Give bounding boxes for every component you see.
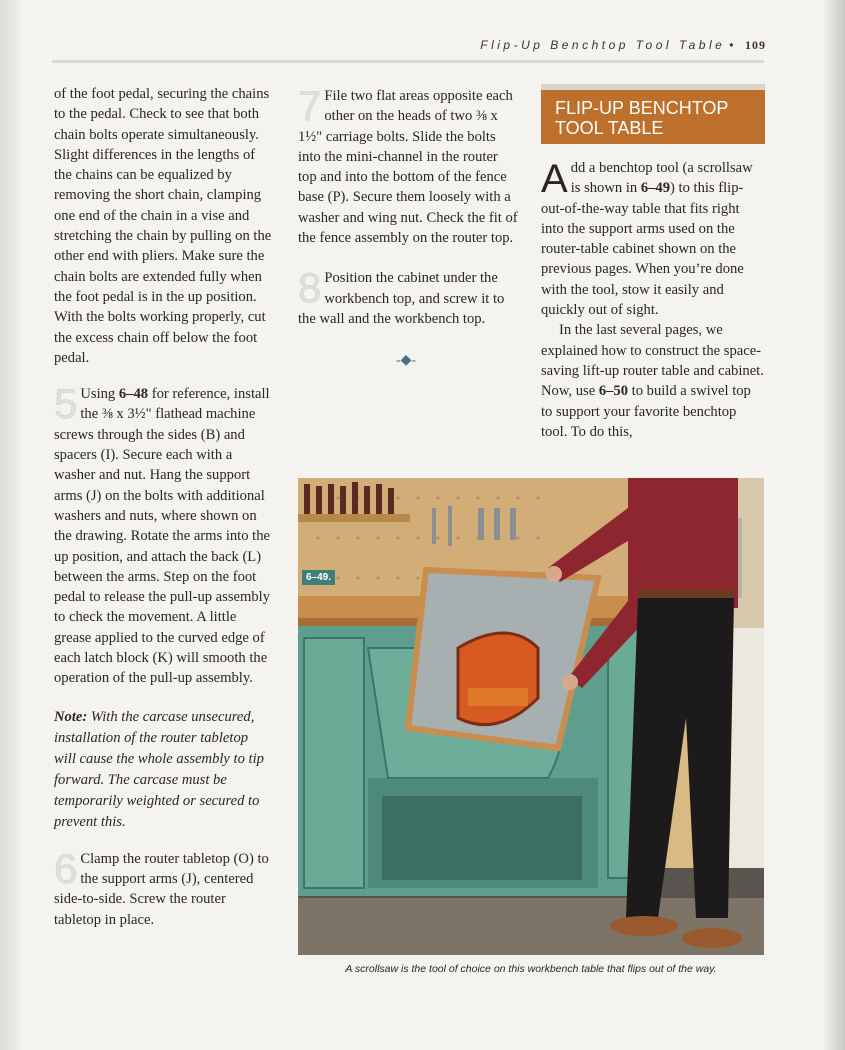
step-6 — [54, 844, 272, 930]
step-text: for reference, install the ⅜ x 3½" flathead machine screws through the sides (B) and spacers (I). Secure each with a washer and nut. Hang the support arms (J) on the bolts with additional washers and nuts, where shown on the drawing. Rotate the arms into the up position, and attach the back (L) between the arms. Step on the foot pedal to release the pull-up assembly to check the movement. A little grease applied to the curved edge of each latch block (K) will smooth the operation of the pull-up assembly. — [54, 386, 271, 687]
step-text: File two flat areas opposite each other on the heads of two ⅜ x 1½" carriage bolts. Slide the bolts into the mini-channel in the router top and into the bottom of the fence base (P). Secure them loosely with a washer and wing nut. Check the fit of the fence assembly on the router top. — [298, 88, 518, 247]
section-title-line-2: TOOL TABLE — [555, 118, 664, 138]
step-text: Position the cabinet under the workbench top, and screw it to the wall and the workbench top. — [298, 270, 505, 327]
figure-caption: A scrollsaw is the tool of choice on this workbench table that flips out of the way. — [345, 963, 717, 975]
section-end-ornament: -◆- — [396, 353, 417, 368]
step-7 — [298, 82, 520, 248]
page-edge-shadow — [823, 0, 845, 1050]
step-text: Using — [80, 386, 119, 403]
page-gutter-shadow — [0, 0, 22, 1050]
body-text: to build a swivel top to support your favorite benchtop tool. To do this, — [541, 383, 751, 440]
intro-paragraph — [541, 158, 765, 320]
figure-reference: 6–49 — [640, 180, 671, 197]
drop-cap: A — [541, 157, 568, 201]
workshop-photo-illustration — [298, 478, 764, 955]
note-label: Note: — [54, 708, 88, 725]
continued-paragraph: of the foot pedal, securing the chains to the pedal. Check to see that both chain bolts operate simultaneously. Slight differences in the lengths of the chains can be equalized by removing the short chain, clamping one end of the chain in a vise and stretching the chain by pulling on the other end with pliers. Make sure the chain bolts are extended fully when the foot pedal is in the up position. With the bolts working properly, cut the excess chain off below the foot pedal. — [54, 86, 272, 366]
figure-reference: 6–48 — [118, 386, 149, 403]
step-number: 6 — [54, 844, 78, 892]
header-rule — [52, 60, 764, 63]
figure-label: 6–49. — [302, 570, 335, 585]
section-title-line-1: FLIP-UP BENCHTOP — [555, 98, 729, 118]
column-left — [54, 84, 272, 930]
step-number: 5 — [54, 380, 78, 428]
intro-text: dd a benchtop tool (a scrollsaw is shown in — [570, 160, 753, 197]
note — [54, 707, 272, 833]
step-number: 7 — [298, 82, 322, 129]
column-right — [541, 84, 765, 442]
header-separator: • — [729, 38, 737, 52]
page-number: 109 — [745, 38, 766, 52]
running-header — [56, 38, 766, 53]
step-number: 8 — [298, 264, 322, 312]
body-paragraph — [541, 320, 765, 442]
header-title: Flip-Up Benchtop Tool Table — [480, 38, 726, 52]
intro-text: ) to this flip-out-of-the-way table that fits right into the support arms used on the router-table cabinet shown on the previous pages. When you’re done with the tool, stow it easily and quickly out of sight. — [541, 180, 744, 319]
note-text: With the carcase unsecured, installation of the router tabletop will cause the whole assembly to tip forward. The carcase must be temporarily weighted or secured to prevent this. — [54, 708, 264, 830]
section-title-box — [541, 84, 765, 144]
column-middle — [298, 84, 520, 329]
step-text: Clamp the router tabletop (O) to the support arms (J), centered side-to-side. Screw the router tabletop in place. — [54, 850, 269, 928]
body-text: In the last several pages, we explained how to construct the space-saving lift-up router table and cabinet. Now, use — [541, 322, 764, 400]
figure-reference: 6–50 — [598, 383, 629, 400]
step-8 — [298, 264, 520, 329]
figure-photo — [298, 478, 764, 955]
step-5 — [54, 380, 272, 688]
